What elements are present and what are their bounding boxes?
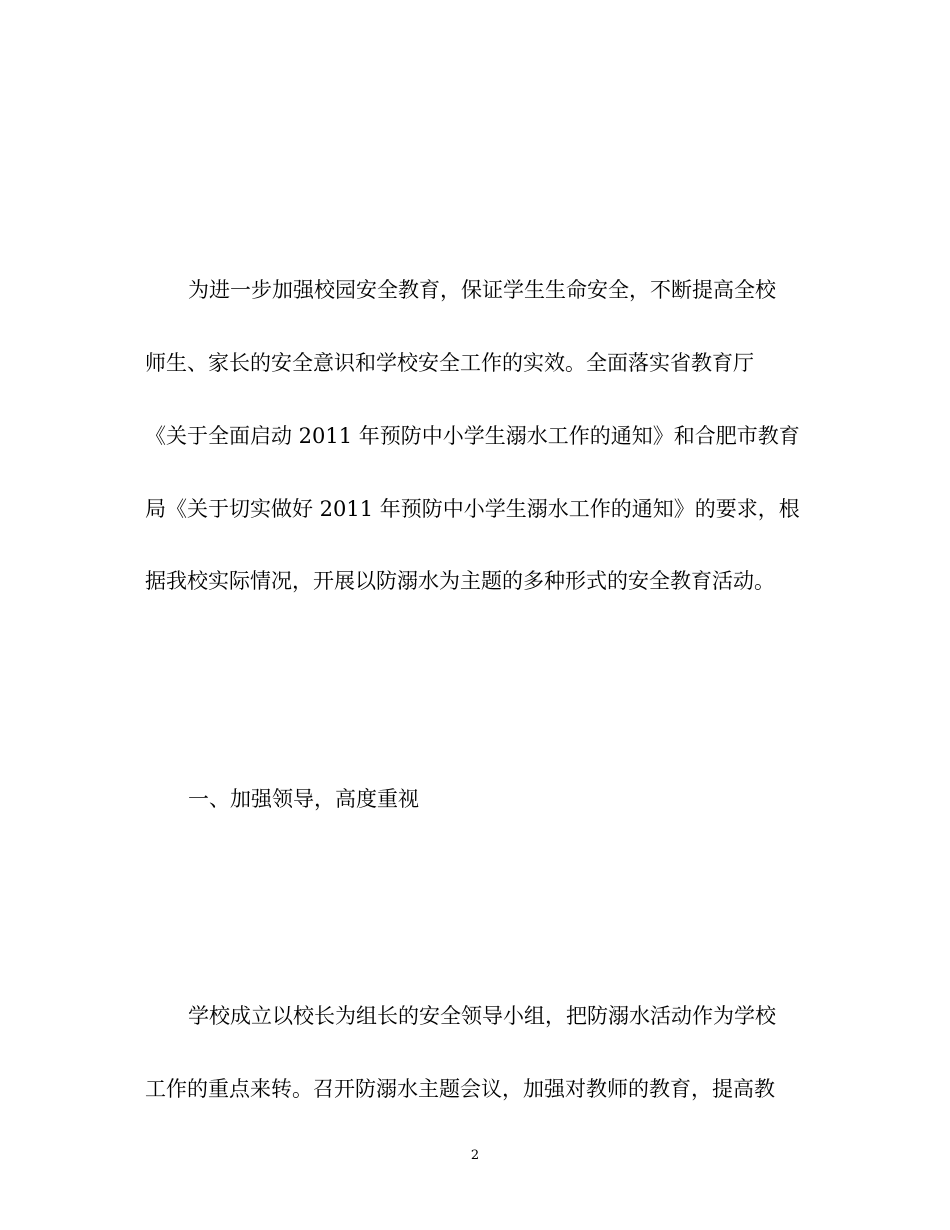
paragraph-2-line-2: 工作的重点来转。召开防溺水主题会议，加强对教师的教育，提高教 xyxy=(145,1077,775,1101)
paragraph-2-line-1: 学校成立以校长为组长的安全领导小组，把防溺水活动作为学校 xyxy=(188,1004,776,1028)
paragraph-1-line-1: 为进一步加强校园安全教育，保证学生生命安全，不断提高全校 xyxy=(188,278,776,302)
page-number: 2 xyxy=(470,1148,480,1163)
paragraph-1-line-3: 《关于全面启动 2011 年预防中小学生溺水工作的通知》和合肥市教育 xyxy=(145,424,800,448)
paragraph-1-line-2: 师生、家长的安全意识和学校安全工作的实效。全面落实省教育厅 xyxy=(145,351,754,375)
section-heading-1: 一、加强领导，高度重视 xyxy=(188,787,419,811)
paragraph-1-line-4: 局《关于切实做好 2011 年预防中小学生溺水工作的通知》的要求，根 xyxy=(145,497,800,521)
paragraph-1-line-5: 据我校实际情况，开展以防溺水为主题的多种形式的安全教育活动。 xyxy=(145,569,775,593)
